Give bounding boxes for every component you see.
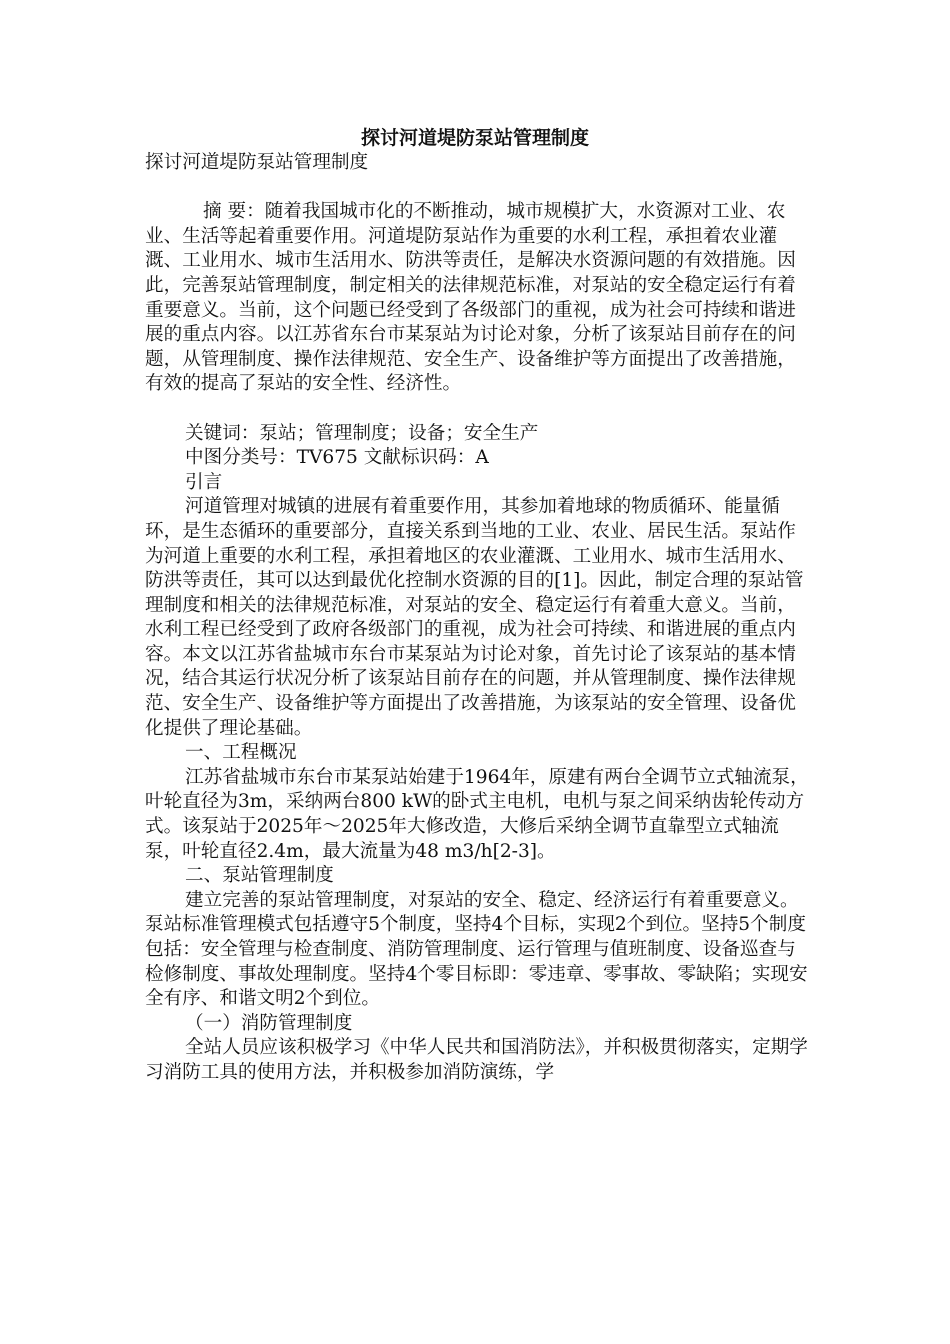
section-2-paragraph: 建立完善的泵站管理制度，对泵站的安全、稳定、经济运行有着重要意义。泵站标准管理模式包括遵守5个制度，坚持4个目标，实现2个到位。坚持5个制度包括：安全管理与检查制度、消防管理制度、运行管理与值班制度、设备巡查与检修制度、事故处理制度。坚持4个零目标即：零违章、零事故、零缺陷；实现安全有序、和谐文明2个到位。: [145, 889, 808, 1010]
blank-line: [145, 397, 809, 422]
subsection-1-heading: （一）消防管理制度: [185, 1012, 353, 1034]
keywords-line: 关键词：泵站；管理制度；设备；安全生产: [185, 422, 539, 444]
subsection-1-paragraph: 全站人员应该积极学习《中华人民共和国消防法》，并积极贯彻落实，定期学习消防工具的使用方法，并积极参加消防演练，学: [145, 1037, 808, 1083]
intro-heading: 引言: [185, 471, 223, 493]
intro-paragraph: 河道管理对城镇的进展有着重要作用，其参加着地球的物质循环、能量循环，是生态循环的重要部分，直接关系到当地的工业、农业、居民生活。泵站作为河道上重要的水利工程，承担着地区的农业灌溉、工业用水、城市生活用水、防洪等责任，其可以达到最优化控制水资源的目的[1]。因此，制定合理的泵站管理制度和相关的法律规范标准，对泵站的安全、稳定运行有着重大意义。当前，水利工程已经受到了政府各级部门的重视，成为社会可持续、和谐进展的重点内容。本文以江苏省盐城市东台市某泵站为讨论对象，首先讨论了该泵站的基本情况，结合其运行状况分析了该泵站目前存在的问题，并从管理制度、操作法律规范、安全生产、设备维护等方面提出了改善措施，为该泵站的安全管理、设备优化提供了理论基础。: [145, 496, 804, 739]
section-2-heading: 二、泵站管理制度: [185, 865, 334, 887]
document-body: [145, 151, 809, 1086]
document-subtitle: 探讨河道堤防泵站管理制度: [145, 152, 369, 173]
abstract-paragraph: 摘 要：随着我国城市化的不断推动，城市规模扩大，水资源对工业、农业、生活等起着重要作用。河道堤防泵站作为重要的水利工程，承担着农业灌溉、工业用水、城市生活用水、防洪等责任，是解决水资源问题的有效措施。因此，完善泵站管理制度，制定相关的法律规范标准，对泵站的安全稳定运行有着重要意义。当前，这个问题已经受到了各级部门的重视，成为社会可持续和谐进展的重点内容。以江苏省东台市某泵站为讨论对象，分析了该泵站目前存在的问题，从管理制度、操作法律规范、安全生产、设备维护等方面提出了改善措施，有效的提高了泵站的安全性、经济性。: [145, 201, 796, 395]
classification-line: 中图分类号：TV675 文献标识码：A: [185, 447, 489, 469]
blank-line: [145, 176, 809, 201]
section-1-heading: 一、工程概况: [185, 742, 297, 764]
document-title: 探讨河道堤防泵站管理制度: [360, 127, 589, 149]
section-1-paragraph: 江苏省盐城市东台市某泵站始建于1964年，原建有两台全调节立式轴流泵，叶轮直径为3m，采纳两台800 kW的卧式主电机，电机与泵之间采纳齿轮传动方式。该泵站于2025年～2025年大修改造，大修后采纳全调节直靠型立式轴流泵，叶轮直径2.4m，最大流量为48 m3/h[2-3]。: [145, 766, 809, 862]
